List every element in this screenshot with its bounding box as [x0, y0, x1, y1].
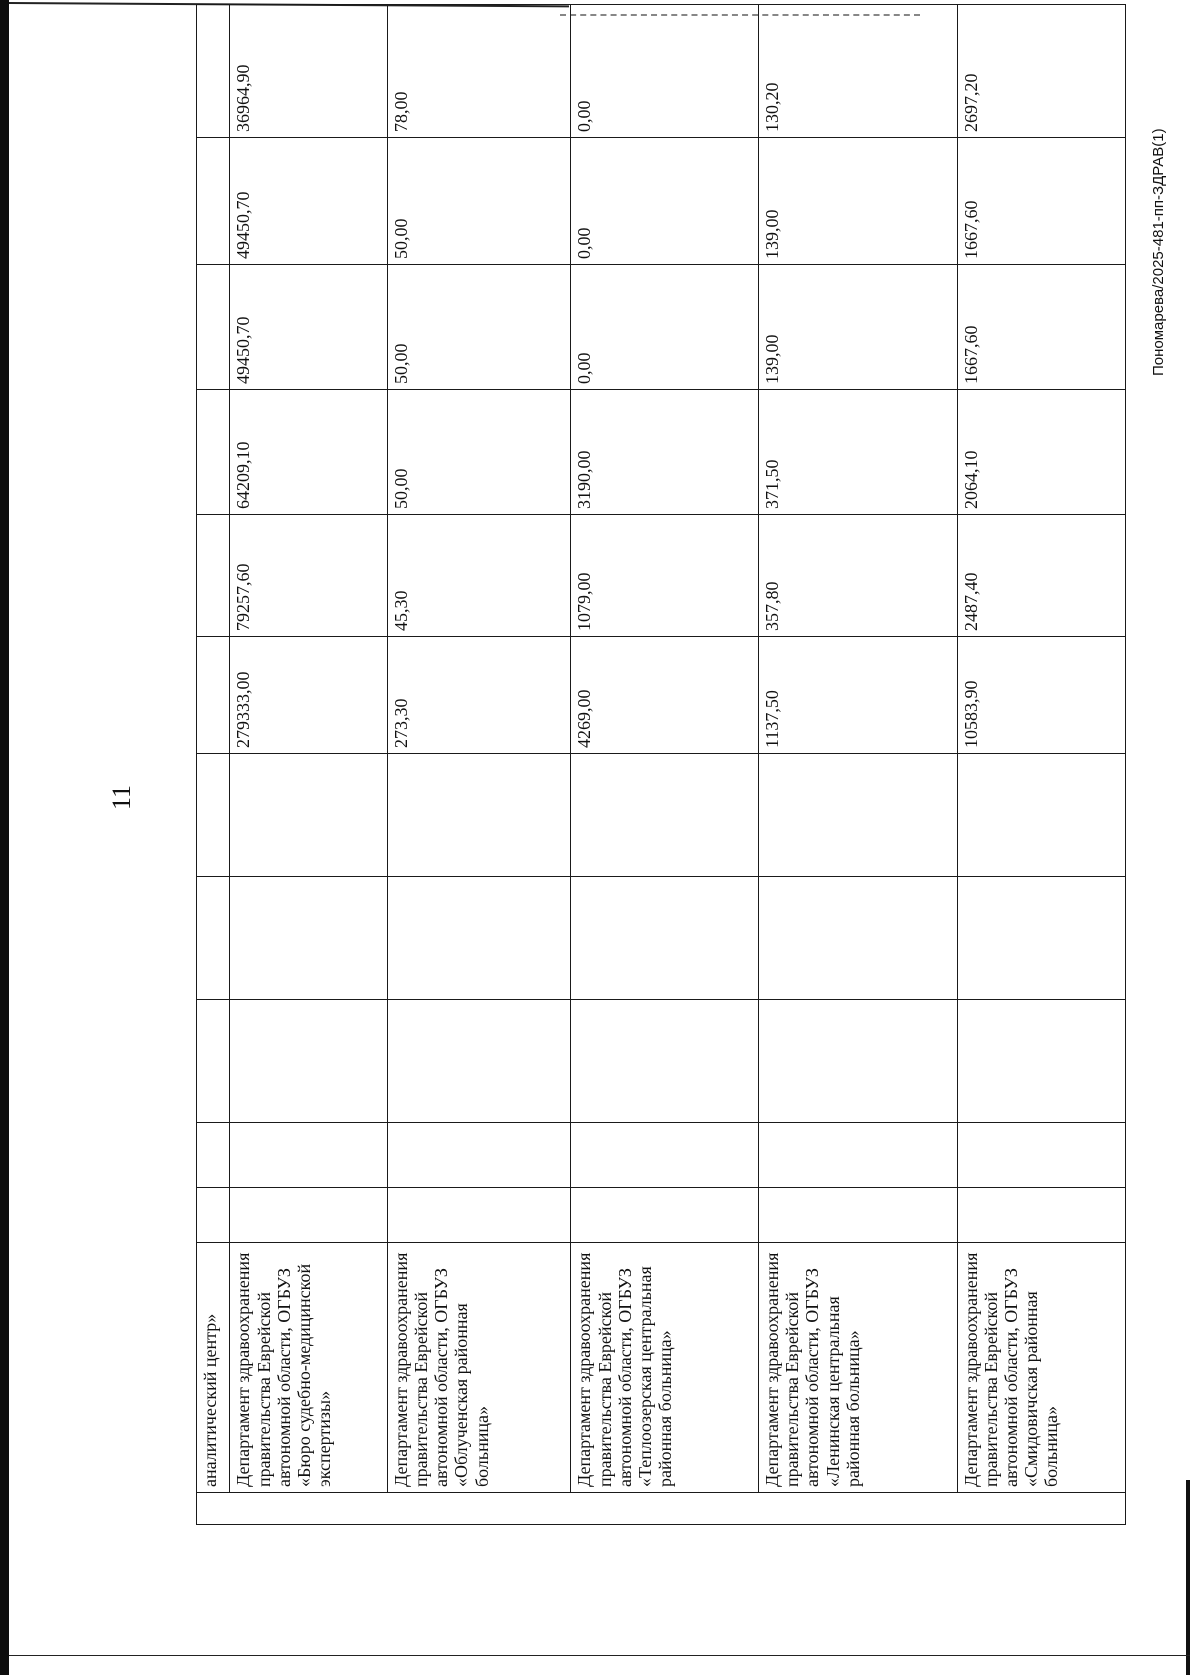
empty-cell: [957, 754, 1125, 877]
empty-cell: [197, 877, 230, 1000]
table-row: [230, 5, 388, 1525]
rotated-table-page: [196, 5, 1126, 1525]
value-cell: 1667,60: [957, 138, 1125, 265]
value-cell: 130,20: [759, 5, 958, 138]
scan-bottom-border: [9, 1655, 1190, 1656]
empty-cell: [957, 1000, 1125, 1123]
page-number: 11: [107, 784, 136, 810]
empty-cell: [230, 1123, 388, 1188]
scan-right-edge: [1186, 1480, 1190, 1675]
value-cell: 3190,00: [571, 390, 759, 515]
empty-cell: [230, 1000, 388, 1123]
value-cell: 50,00: [387, 390, 570, 515]
empty-cell: [387, 754, 570, 877]
value-cell: 0,00: [571, 5, 759, 138]
empty-cell: [957, 1188, 1125, 1243]
value-cell: 49450,70: [230, 138, 388, 265]
empty-cell: [571, 877, 759, 1000]
value-cell: 64209,10: [230, 390, 388, 515]
empty-cell: [387, 1123, 570, 1188]
value-cell: 50,00: [387, 138, 570, 265]
scan-left-edge: [0, 0, 9, 1675]
empty-cell: [197, 515, 230, 637]
value-cell: 273,30: [387, 637, 570, 754]
institution-name: Департамент здравоохранения правительства Еврейской автономной области, ОГБУЗ «Бюро судебно-медицинской экспертизы»: [230, 1243, 388, 1493]
institution-name: Департамент здравоохранения правительства Еврейской автономной области, ОГБУЗ «Облученская районная больница»: [387, 1243, 570, 1493]
institution-name: Департамент здравоохранения правительства Еврейской автономной области, ОГБУЗ «Смидовичская районная больница»: [957, 1243, 1125, 1493]
empty-cell: [197, 1000, 230, 1123]
empty-cell: [197, 390, 230, 515]
empty-cell: [387, 1000, 570, 1123]
empty-cell: [197, 754, 230, 877]
head-fragment: аналитический центр»: [197, 1243, 230, 1493]
empty-cell: [759, 1123, 958, 1188]
value-cell: 2064,10: [957, 390, 1125, 515]
value-cell: 1137,50: [759, 637, 958, 754]
table-row: [571, 5, 759, 1525]
value-cell: 357,80: [759, 515, 958, 637]
value-cell: 36964,90: [230, 5, 388, 138]
budget-table: [196, 4, 1126, 1525]
value-cell: 2697,20: [957, 5, 1125, 138]
value-cell: 371,50: [759, 390, 958, 515]
institution-name: Департамент здравоохранения правительства Еврейской автономной области, ОГБУЗ «Теплоозерская центральная районная больница»: [571, 1243, 759, 1493]
empty-cell: [759, 1188, 958, 1243]
empty-cell: [571, 1188, 759, 1243]
value-cell: 49450,70: [230, 265, 388, 390]
value-cell: 1667,60: [957, 265, 1125, 390]
empty-cell: [230, 877, 388, 1000]
value-cell: 78,00: [387, 5, 570, 138]
value-cell: 45,30: [387, 515, 570, 637]
value-cell: 0,00: [571, 138, 759, 265]
empty-cell: [387, 1188, 570, 1243]
empty-cell: [571, 754, 759, 877]
value-cell: 79257,60: [230, 515, 388, 637]
empty-cell: [759, 754, 958, 877]
value-cell: 50,00: [387, 265, 570, 390]
empty-cell: [387, 877, 570, 1000]
table-row: [957, 5, 1125, 1525]
empty-cell: [571, 1000, 759, 1123]
empty-cell: [957, 1123, 1125, 1188]
value-cell: 1079,00: [571, 515, 759, 637]
institution-name: Департамент здравоохранения правительства Еврейской автономной области, ОГБУЗ «Ленинская центральная районная больница»: [759, 1243, 958, 1493]
empty-cell: [759, 877, 958, 1000]
value-cell: 0,00: [571, 265, 759, 390]
value-cell: 139,00: [759, 265, 958, 390]
value-cell: 139,00: [759, 138, 958, 265]
empty-cell: [197, 138, 230, 265]
empty-cell: [957, 877, 1125, 1000]
value-cell: 279333,00: [230, 637, 388, 754]
table-row: [387, 5, 570, 1525]
empty-first-column: [197, 1493, 1126, 1525]
value-cell: 10583,90: [957, 637, 1125, 754]
table-head-row: [197, 5, 230, 1525]
empty-cell: [197, 265, 230, 390]
empty-cell: [197, 637, 230, 754]
empty-cell: [230, 754, 388, 877]
empty-cell: [759, 1000, 958, 1123]
value-cell: 4269,00: [571, 637, 759, 754]
value-cell: 2487,40: [957, 515, 1125, 637]
empty-cell: [197, 5, 230, 138]
empty-cell: [571, 1123, 759, 1188]
empty-cell: [197, 1188, 230, 1243]
empty-cell: [230, 1188, 388, 1243]
footer-document-code: Пономарева/2025-481-пп-ЗДРАВ(1): [1150, 128, 1167, 376]
table-row: [759, 5, 958, 1525]
empty-cell: [197, 1123, 230, 1188]
